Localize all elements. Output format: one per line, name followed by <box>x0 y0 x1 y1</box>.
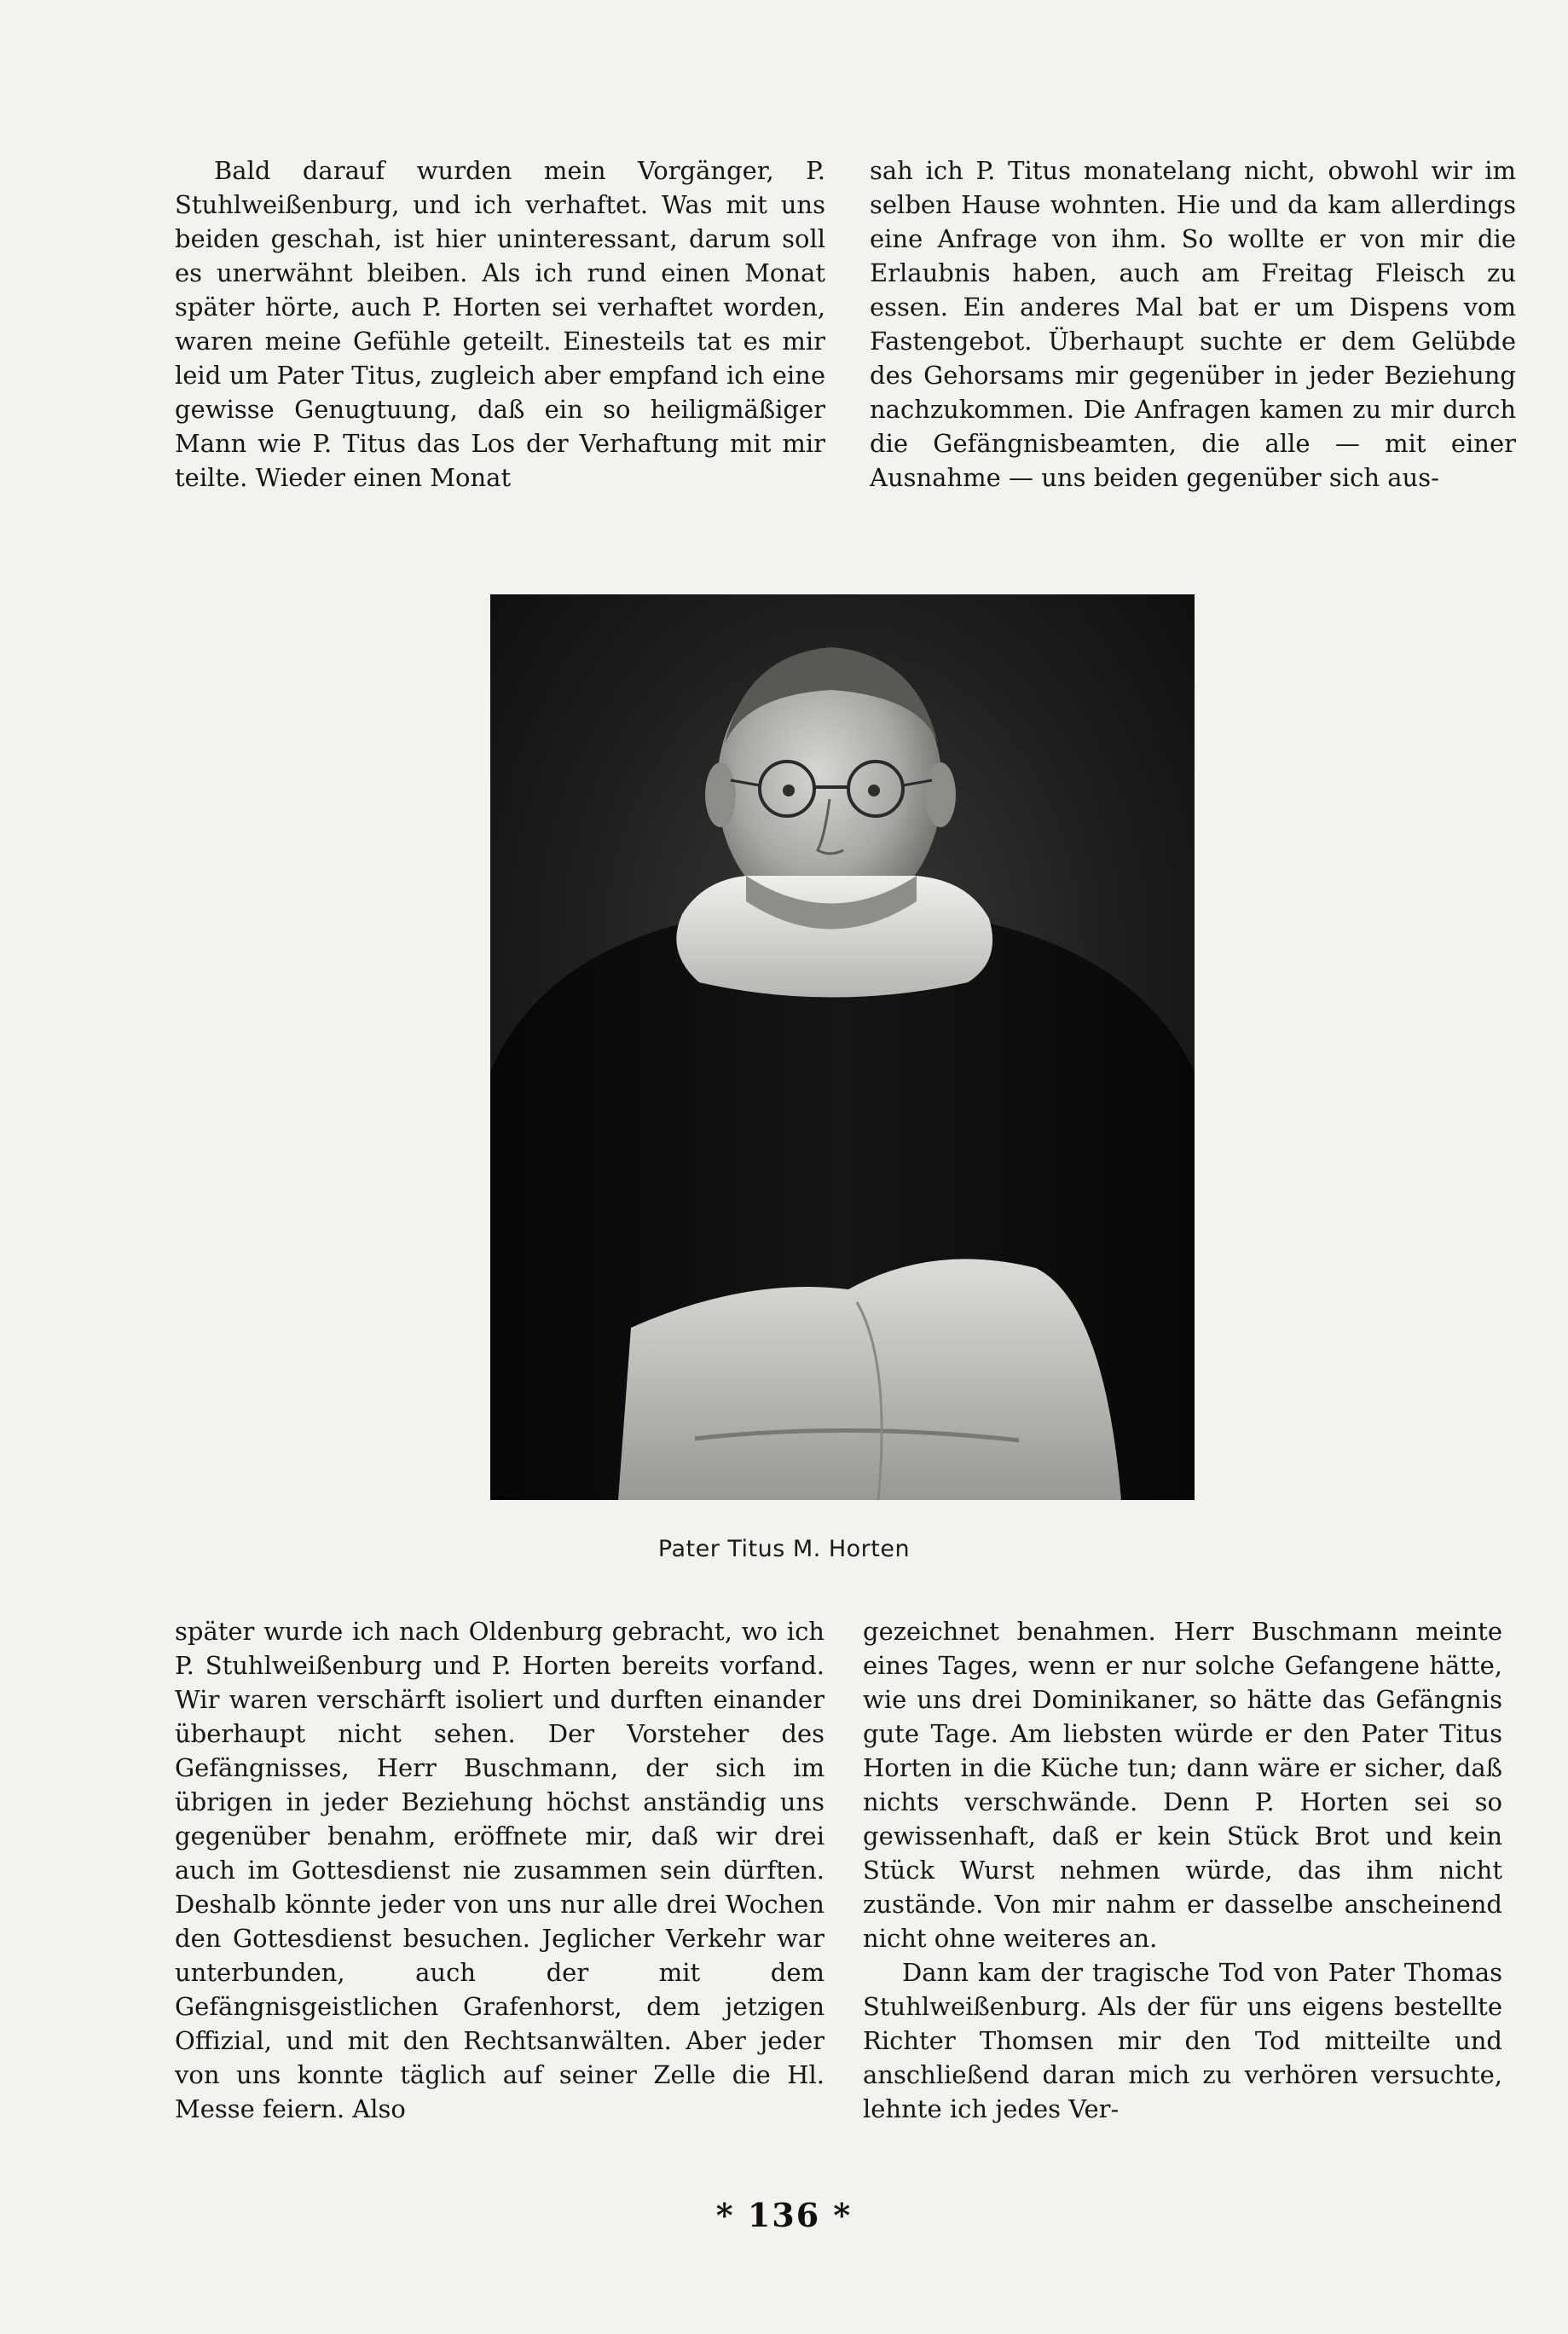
portrait-photo <box>490 594 1195 1500</box>
paragraph: später wurde ich nach Oldenburg gebracht, wo ich P. Stuhlweißenburg und P. Horten bereits vorfand. Wir waren verschärft isoliert und durften einander überhaupt nicht sehen. Der Vorsteher des Gefängnisses, Herr Buschmann, der sich im übrigen in jeder Beziehung höchst anständig uns gegenüber benahm, eröffnete mir, daß wir drei auch im Gottesdienst nie zusammen sein dürften. Deshalb könnte jeder von uns nur alle drei Wochen den Gottesdienst besuchen. Jeglicher Verkehr war unterbunden, auch der mit dem Gefängnisgeistlichen Grafenhorst, dem jetzigen Offizial, und mit den Rechtsanwälten. Aber jeder von uns konnte täglich auf seiner Zelle die Hl. Messe feiern. Also <box>175 1617 825 2123</box>
text-column-bottom-left <box>175 1614 825 2126</box>
page-number: * 136 * <box>715 2196 853 2234</box>
paragraph: sah ich P. Titus monatelang nicht, obwohl wir im selben Hause wohnten. Hie und da kam allerdings eine Anfrage von ihm. So wollte er von mir die Erlaubnis haben, auch am Freitag Fleisch zu essen. Ein anderes Mal bat er um Dispens vom Fastengebot. Überhaupt suchte er dem Gelübde des Gehorsams mir gegenüber in jeder Beziehung nachzukommen. Die Anfragen kamen zu mir durch die Gefängnisbeamten, die alle — mit einer Ausnahme — uns beiden gegenüber sich aus- <box>870 156 1516 492</box>
paragraph: gezeichnet benahmen. Herr Buschmann meinte eines Tages, wenn er nur solche Gefangene hätte, wie uns drei Dominikaner, so hätte das Gefängnis gute Tage. Am liebsten würde er den Pater Titus Horten in die Küche tun; dann wäre er sicher, daß nichts verschwände. Denn P. Horten sei so gewissenhaft, daß er kein Stück Brot und kein Stück Wurst nehmen würde, das ihm nicht zustände. Von mir nahm er dasselbe anscheinend nicht ohne weiteres an. <box>863 1617 1502 1953</box>
text-column-top-right <box>870 153 1516 495</box>
photo-caption: Pater Titus M. Horten <box>657 1536 911 1562</box>
paragraph: Bald darauf wurden mein Vorgänger, P. Stuhlweißenburg, und ich verhaftet. Was mit uns beiden geschah, ist hier uninteressant, darum soll es unerwähnt bleiben. Als ich rund einen Monat später hörte, auch P. Horten sei verhaftet worden, waren meine Gefühle geteilt. Einesteils tat es mir leid um Pater Titus, zugleich aber empfand ich eine gewisse Genugtuung, daß ein so heiligmäßiger Mann wie P. Titus das Los der Verhaftung mit mir teilte. Wieder einen Monat <box>175 156 825 492</box>
paragraph: Dann kam der tragische Tod von Pater Thomas Stuhlweißenburg. Als der für uns eigens bestellte Richter Thomsen mir den Tod mitteilte und anschließend daran mich zu verhören versuchte, lehnte ich jedes Ver- <box>863 1958 1502 2123</box>
text-column-top-left <box>175 153 825 495</box>
portrait-illustration <box>490 594 1195 1500</box>
text-column-bottom-right <box>863 1614 1502 2126</box>
